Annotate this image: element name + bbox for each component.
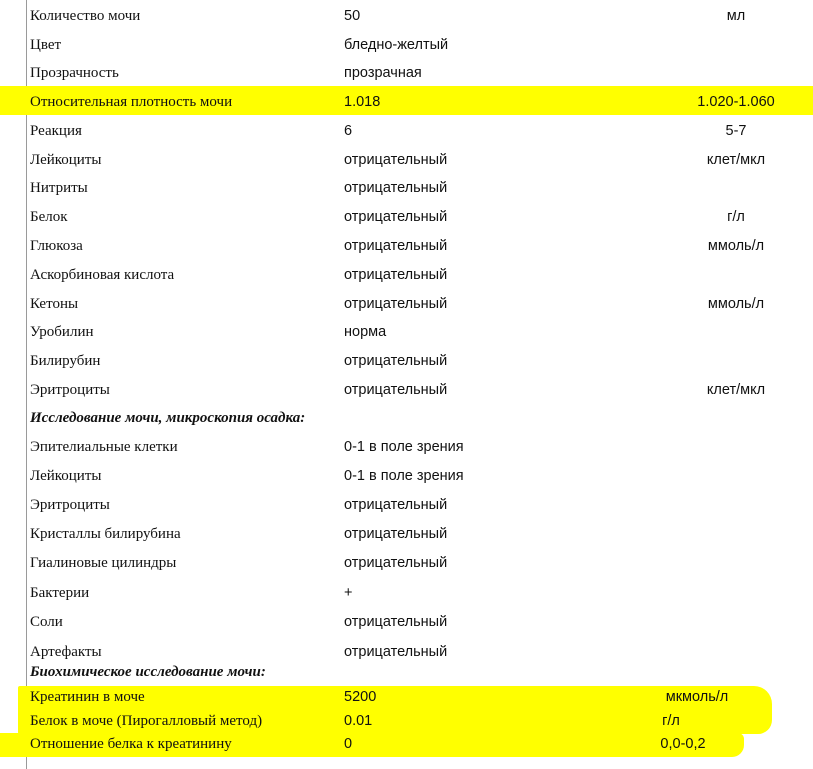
section-heading-microscopy: Исследование мочи, микроскопия осадка: [30,410,306,426]
table-row [0,464,813,488]
row-value: 5200 [344,689,377,705]
table-row [0,709,813,733]
row-name: Реакция [30,123,82,139]
table-row [0,148,813,172]
row-name: Белок в моче (Пирогалловый метод) [30,713,263,729]
row-value: + [344,585,353,601]
table-row [0,234,813,258]
row-value: бледно-желтый [344,37,449,53]
table-row [0,581,813,605]
table-row [0,176,813,200]
row-name: Цвет [30,37,62,53]
row-value: 50 [344,8,361,24]
table-row [0,33,813,57]
row-value: 1.018 [344,94,381,110]
row-value: отрицательный [344,614,448,630]
row-unit: мкмоль/л [665,689,729,705]
row-value: отрицательный [344,152,448,168]
table-row [0,263,813,287]
row-name: Лейкоциты [30,468,102,484]
row-name: Эпителиальные клетки [30,439,178,455]
table-row [0,640,813,664]
row-value: отрицательный [344,497,448,513]
table-row [0,320,813,344]
table-row [0,378,813,402]
row-value: 0.01 [344,713,373,729]
row-unit: 1.020-1.060 [697,94,775,110]
row-name: Соли [30,614,63,630]
row-unit: ммоль/л [707,296,765,312]
table-row [0,61,813,85]
row-value: отрицательный [344,353,448,369]
row-value: отрицательный [344,238,448,254]
row-name: Эритроциты [30,382,110,398]
row-name: Эритроциты [30,497,110,513]
table-row [0,90,813,114]
table-row [0,522,813,546]
row-name: Прозрачность [30,65,119,81]
row-name: Гиалиновые цилиндры [30,555,177,571]
table-row [0,493,813,517]
row-value: 0-1 в поле зрения [344,439,464,455]
row-unit: г/л [727,209,745,225]
row-unit: ммоль/л [707,238,765,254]
row-value: отрицательный [344,382,448,398]
row-value: норма [344,324,387,340]
table-row [0,205,813,229]
row-value: 0-1 в поле зрения [344,468,464,484]
row-unit: 0,0-0,2 [660,736,706,752]
section-heading-biochem: Биохимическое исследование мочи: [30,664,266,680]
table-row [0,4,813,28]
row-value: отрицательный [344,296,448,312]
row-value: отрицательный [344,209,448,225]
table-row [0,119,813,143]
row-name: Количество мочи [30,8,141,24]
row-unit: клет/мкл [706,382,766,398]
row-value: отрицательный [344,180,448,196]
table-row [0,732,813,756]
table-row [0,292,813,316]
row-unit: клет/мкл [706,152,766,168]
row-name: Креатинин в моче [30,689,145,705]
row-name: Уробилин [30,324,94,340]
row-name: Глюкоза [30,238,83,254]
row-unit: 5-7 [725,123,747,139]
row-name: Артефакты [30,644,102,660]
table-row [0,551,813,575]
row-name: Билирубин [30,353,101,369]
row-unit: г/л [662,713,680,729]
row-name: Аскорбиновая кислота [30,267,175,283]
table-row [0,435,813,459]
table-row [0,685,813,709]
row-value: отрицательный [344,526,448,542]
row-value: 6 [344,123,353,139]
row-value: отрицательный [344,267,448,283]
row-name: Кетоны [30,296,79,312]
row-name: Бактерии [30,585,90,601]
row-name: Нитриты [30,180,88,196]
row-value: отрицательный [344,555,448,571]
table-row [0,349,813,373]
row-name: Белок [30,209,68,225]
row-name: Относительная плотность мочи [30,94,233,110]
row-name: Кристаллы билирубина [30,526,181,542]
row-name: Отношение белка к креатинину [30,736,232,752]
row-name: Лейкоциты [30,152,102,168]
row-unit: мл [726,8,746,24]
row-value: прозрачная [344,65,422,81]
row-value: отрицательный [344,644,448,660]
table-row [0,610,813,634]
row-value: 0 [344,736,353,752]
